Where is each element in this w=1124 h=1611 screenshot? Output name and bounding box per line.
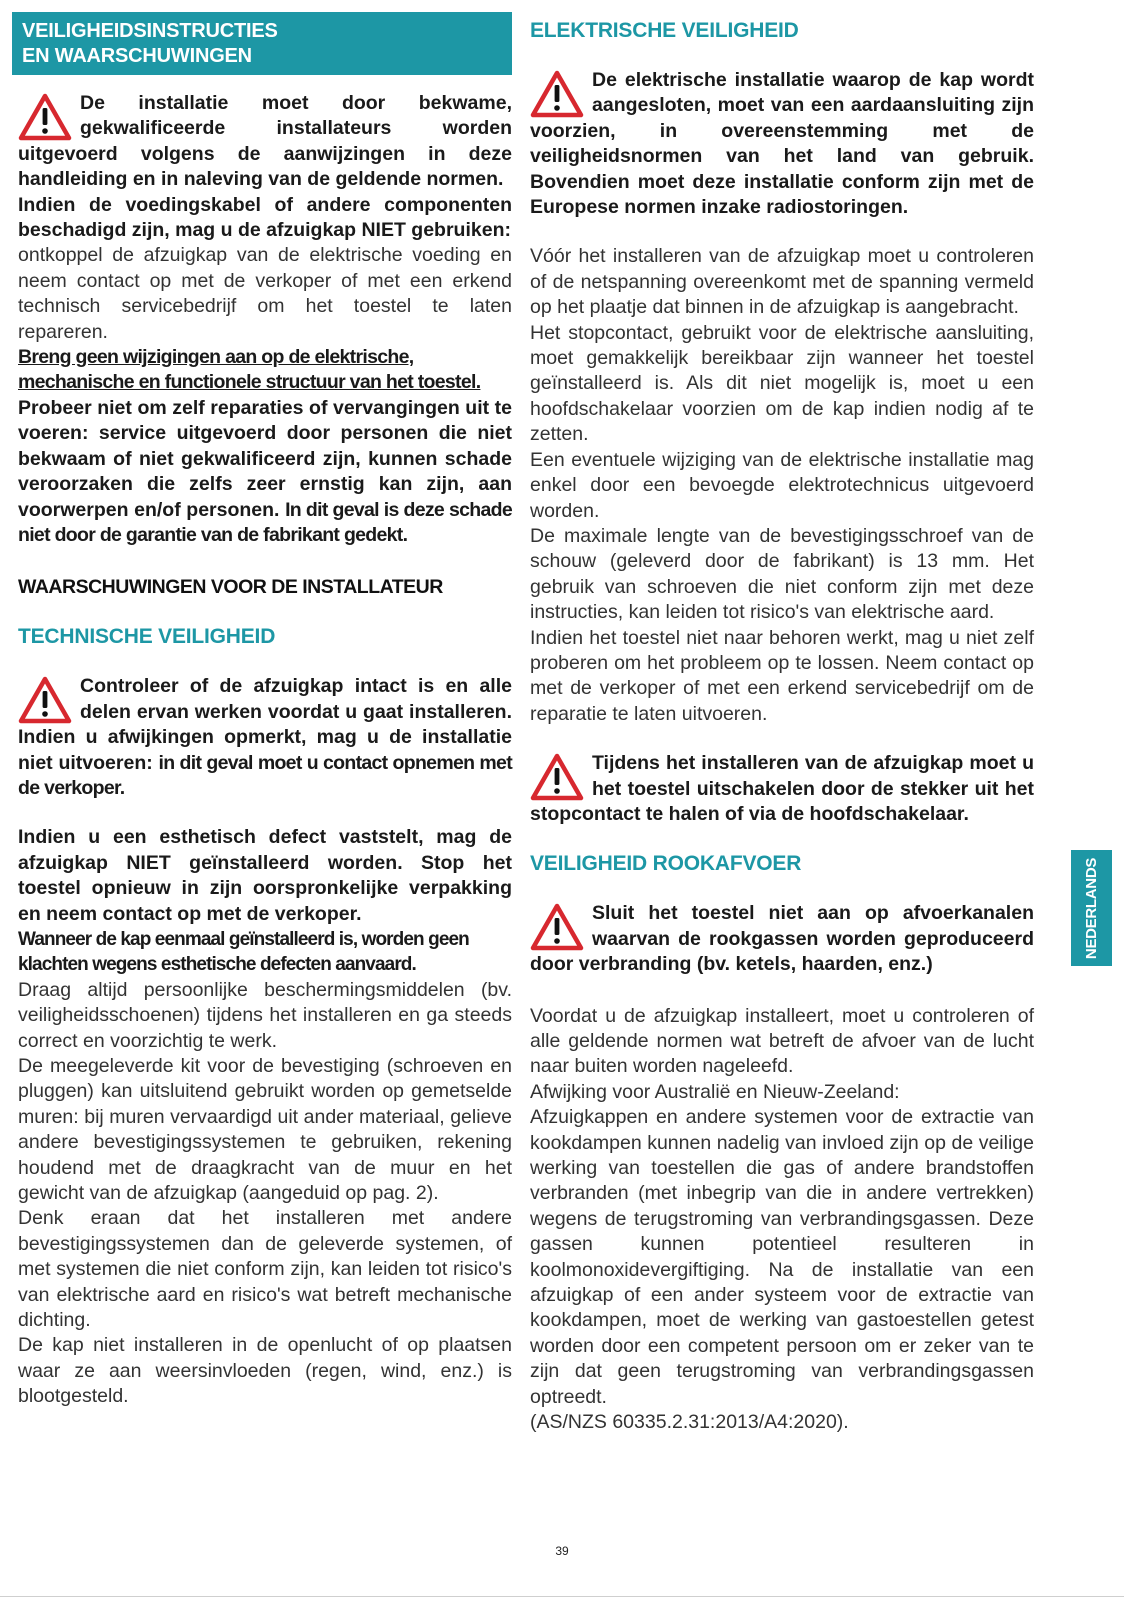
heading-smoke-safety: VEILIGHEID ROOKAFVOER [530, 852, 802, 876]
paragraph-fixing-kit: De meegeleverde kit voor de bevestiging (schroeven en pluggen) kan uitsluitend gebruikt worden op gemetselde muren: bij muren vervaardigd uit ander materiaal, gelieve andere bevestigingssystemen te gebruiken, rekening houdend met de draagkracht van de muur en het gewicht van de afzuigkap (aangeduid op pag. 2). [18, 1055, 512, 1205]
paragraph-power-cable-damaged: Indien de voedingskabel of andere componenten beschadigd zijn, mag u de afzuigkap NIET gebruiken: [18, 193, 512, 242]
warning-text: De installatie moet door bekwame, gekwalificeerde installateurs worden uitgevoerd volgens de aanwijzingen in deze handleiding en in naleving van de geldende normen. [18, 92, 512, 191]
warning-disconnect [530, 751, 1034, 827]
page-number: 39 [555, 1544, 569, 1558]
paragraph-no-outdoor: De kap niet installeren in de openlucht of op plaatsen waar ze aan weersinvloeden (regen, wind, enz.) is blootgesteld. [18, 1334, 512, 1408]
paragraph-no-repairs-text: Probeer niet om zelf reparaties of vervangingen uit te voeren: service uitgevoerd door personen die niet bekwaam of niet gekwalificeerd zijn, kunnen schade veroorzaken die zelfs zeer ernstig kan zijn, aan voorwerpen en/of personen. [18, 396, 512, 521]
section-title-line-1: VEILIGHEIDSINSTRUCTIES [22, 20, 278, 42]
paragraph-no-modifications: Breng geen wijzigingen aan op de elektrische, mechanische en functionele structuur van het toestel. [18, 346, 481, 394]
paragraph-screw-length: De maximale lengte van de bevestigingsschroef van de schouw (geleverd door de fabrikant) is 13 mm. Het gebruik van schroeven die niet conform zijn met deze instructies, kan leiden tot risico's van elektrische aard. [530, 524, 1034, 624]
warning-triangle-icon [530, 903, 584, 951]
paragraph-no-repairs [18, 396, 512, 548]
warning-text: Sluit het toestel niet aan op afvoerkanalen waarvan de rookgassen worden geproduceerd door verbranding (bv. ketels, haarden, enz.) [530, 902, 1034, 976]
paragraph-protective-equipment: Draag altijd persoonlijke beschermingsmiddelen (bv. veiligheidsschoenen) tijdens het installeren en ga steeds correct en voorzichtig te werk. [18, 978, 512, 1052]
section-title-safety [12, 12, 512, 75]
warning-text: Tijdens het installeren van de afzuigkap moet u het toestel uitschakelen door de stekker uit het stopcontact te halen of via de hoofdschakelaar. [530, 752, 1034, 825]
paragraph-standard-reference: (AS/NZS 60335.2.31:2013/A4:2020). [530, 1411, 849, 1434]
warning-check-intact-tail: in dit geval moet u contact opnemen met de verkoper. [18, 751, 512, 799]
left-column [12, 12, 512, 1410]
paragraph-malfunction: Indien het toestel niet naar behoren werkt, mag u niet zelf proberen om het probleem op te lossen. Neem contact op met de verkoper of met een erkend servicebedrijf om de reparatie te laten uitvoeren. [530, 626, 1034, 725]
paragraph-other-fixings: Denk eraan dat het installeren met andere bevestigingssystemen dan de geleverde systemen, of met systemen die niet conform zijn, kan leiden tot risico's van elektrische aard en risico's wat betreft mechanische dichting. [18, 1207, 512, 1332]
warning-text [18, 674, 512, 801]
warning-triangle-icon [18, 93, 72, 141]
warning-check-intact-text: Controleer of de afzuigkap intact is en alle delen ervan werken voordat u gaat installeren. Indien u afwijkingen opmerkt, mag u de installatie niet uitvoeren: [18, 675, 512, 774]
paragraph-no-repairs-warranty: In dit geval is deze schade niet door de garantie van de fabrikant gedekt. [18, 498, 512, 546]
heading-electrical-safety: ELEKTRISCHE VEILIGHEID [530, 19, 799, 42]
warning-installation-qualified [18, 91, 512, 193]
language-side-tab [1071, 850, 1112, 966]
paragraph-socket-access: Het stopcontact, gebruikt voor de elektrische aansluiting, moet gemakkelijk bereikbaar zijn wanneer het toestel geïnstalleerd is. Als dit niet mogelijk is, moet u een hoofdschakelaar voorzien om de kap indien nodig af te zetten. [530, 321, 1034, 446]
paragraph-power-cable-instructions: ontkoppel de afzuigkap van de elektrische voeding en neem contact op met de verkoper of met een erkend technisch servicebedrijf om het toestel te laten repareren. [18, 244, 512, 343]
heading-technical-safety: TECHNISCHE VEILIGHEID [18, 625, 276, 649]
bottom-divider [0, 1596, 1124, 1597]
paragraph-electrician: Een eventuele wijziging van de elektrische installatie mag enkel door een bevoegde elektrotechnicus uitgevoerd worden. [530, 448, 1034, 522]
warning-triangle-icon [18, 676, 72, 724]
warning-flue-connection [530, 901, 1034, 977]
warning-text: De elektrische installatie waarop de kap wordt aangesloten, moet van een aardaansluiting zijn voorzien, in overeenstemming met de veiligheidsnormen van het land van gebruik. Bovendien moet deze installatie conform zijn met de Europese normen inzake radiostoringen. [530, 69, 1034, 219]
right-column [530, 12, 1034, 1436]
language-tab-label: NEDERLANDS [1083, 857, 1100, 959]
warning-check-intact [18, 674, 512, 801]
paragraph-mains-voltage: Vóór het installeren van de afzuigkap moet u controleren of de netspanning overeenkomt met de spanning vermeld op het plaatje dat binnen in de afzuigkap is aangebracht. [530, 245, 1034, 319]
heading-installer-warnings: WAARSCHUWINGEN VOOR DE INSTALLATEUR [18, 576, 443, 599]
warning-earthing [530, 68, 1034, 220]
paragraph-au-nz-exception: Afwijking voor Australië en Nieuw-Zeeland: [530, 1080, 900, 1103]
warning-triangle-icon [530, 70, 584, 118]
paragraph-no-complaints: Wanneer de kap eenmaal geïnstalleerd is, worden geen klachten wegens esthetische defecten aanvaard. [18, 928, 469, 976]
paragraph-aesthetic-defect: Indien u een esthetisch defect vaststelt, mag de afzuigkap NIET geïnstalleerd worden. Stop het toestel opnieuw in zijn oorspronkelijke verpakking en neem contact op met de verkoper. [18, 826, 512, 925]
section-title-line-2: EN WAARSCHUWINGEN [22, 45, 252, 67]
warning-triangle-icon [530, 753, 584, 801]
paragraph-exhaust-norms: Voordat u de afzuigkap installeert, moet u controleren of alle geldende normen wat betreft de afvoer van de lucht naar buiten worden nageleefd. [530, 1004, 1034, 1078]
paragraph-backflow-gases: Afzuigkappen en andere systemen voor de extractie van kookdampen kunnen nadelig van invloed zijn op de veilige werking van toestellen die gas of andere brandstoffen verbranden (met inbegrip van die in andere vertrekken) wegens de terugstroming van verbrandingsgassen. Deze gassen kunnen potentieel resulteren in koolmonoxidevergiftiging. Na de installatie van een afzuigkap of een ander systeem voor de extractie van kookdampen, moet de werking van gastoestellen getest worden door een competent persoon om er zeker van te zijn dat geen terugstroming van verbrandingsgassen optreedt. [530, 1106, 1034, 1408]
